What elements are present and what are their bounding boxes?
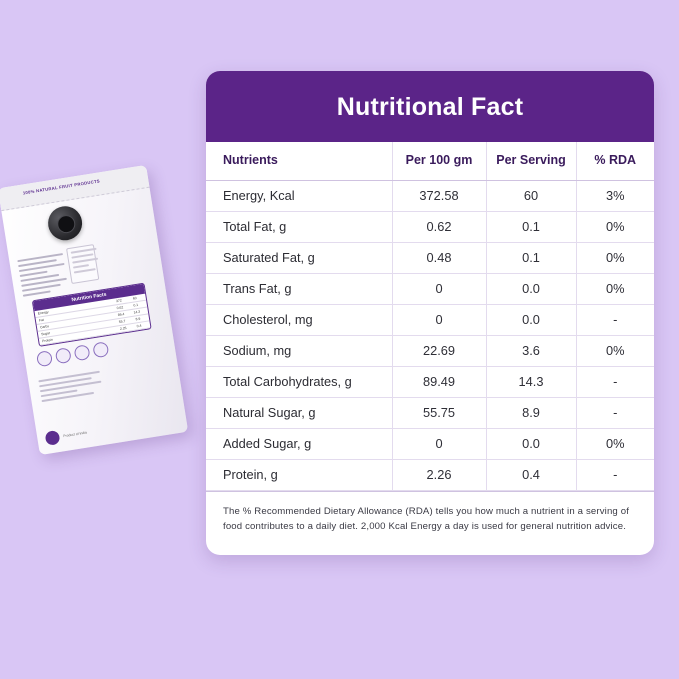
cell-serving: 0.0 bbox=[486, 428, 576, 459]
pouch-nutrition-label: Sugar bbox=[40, 331, 51, 337]
cell-nutrient: Natural Sugar, g bbox=[206, 397, 392, 428]
cell-rda: 0% bbox=[576, 273, 654, 304]
pouch-nutrition-v1: 55.7 bbox=[118, 319, 126, 325]
pouch-nutrition-label: Fat bbox=[38, 317, 45, 323]
cell-rda: - bbox=[576, 366, 654, 397]
cell-nutrient: Sodium, mg bbox=[206, 335, 392, 366]
cell-per100: 22.69 bbox=[392, 335, 486, 366]
table-row bbox=[206, 366, 654, 397]
cell-serving: 8.9 bbox=[486, 397, 576, 428]
table-row bbox=[206, 397, 654, 428]
pouch-nutrition-v1: 89.4 bbox=[117, 312, 125, 318]
pouch-top-seal bbox=[0, 165, 150, 211]
pouch-nutrition-label: Carbs bbox=[39, 324, 50, 330]
pouch-ingredient-lines bbox=[38, 371, 103, 405]
pouch-body bbox=[0, 165, 188, 455]
card-header bbox=[206, 71, 654, 142]
cell-per100: 0 bbox=[392, 304, 486, 335]
certification-icon bbox=[92, 341, 109, 358]
cell-rda: - bbox=[576, 397, 654, 428]
cell-per100: 2.26 bbox=[392, 459, 486, 490]
cell-serving: 0.0 bbox=[486, 273, 576, 304]
cell-per100: 55.75 bbox=[392, 397, 486, 428]
page-title: Nutritional Fact bbox=[336, 93, 524, 121]
pouch-badge-text: 100% NATURAL FRUIT PRODUCTS bbox=[22, 178, 101, 196]
cell-serving: 0.0 bbox=[486, 304, 576, 335]
pouch-nutrition-label: Protein bbox=[41, 337, 54, 344]
certification-icon bbox=[55, 347, 72, 364]
table-row bbox=[206, 459, 654, 490]
cell-rda: 0% bbox=[576, 428, 654, 459]
table-row bbox=[206, 335, 654, 366]
table-row bbox=[206, 428, 654, 459]
cell-rda: 3% bbox=[576, 180, 654, 211]
column-header-rda: % RDA bbox=[576, 142, 654, 180]
cell-per100: 0 bbox=[392, 273, 486, 304]
pouch-nutrition-v2: 8.9 bbox=[135, 316, 141, 322]
cell-serving: 60 bbox=[486, 180, 576, 211]
pouch-nutrition-label: Energy bbox=[37, 310, 49, 316]
cell-nutrient: Energy, Kcal bbox=[206, 180, 392, 211]
product-pouch-image bbox=[18, 175, 188, 465]
cell-rda: - bbox=[576, 304, 654, 335]
pouch-nutrition-v1: 0.62 bbox=[116, 305, 124, 311]
brand-seal-icon bbox=[45, 430, 61, 446]
pouch-nutrition-v1: 2.26 bbox=[119, 326, 127, 331]
nutrition-table bbox=[206, 142, 654, 491]
cell-nutrient: Protein, g bbox=[206, 459, 392, 490]
pouch-description-lines bbox=[17, 253, 69, 300]
table-row bbox=[206, 180, 654, 211]
table-header-row bbox=[206, 142, 654, 180]
cell-nutrient: Cholesterol, mg bbox=[206, 304, 392, 335]
column-header-per-100gm: Per 100 gm bbox=[392, 142, 486, 180]
cell-nutrient: Total Fat, g bbox=[206, 211, 392, 242]
column-header-per-serving: Per Serving bbox=[486, 142, 576, 180]
column-header-nutrients: Nutrients bbox=[206, 142, 392, 180]
cell-per100: 0.48 bbox=[392, 242, 486, 273]
pouch-nutrition-v2: 0.4 bbox=[136, 323, 142, 329]
cell-nutrient: Saturated Fat, g bbox=[206, 242, 392, 273]
certification-icon bbox=[36, 350, 53, 367]
pouch-footer-note: Product of India bbox=[63, 430, 88, 439]
pouch-nutrition-v2: 0.1 bbox=[133, 302, 139, 308]
cell-serving: 3.6 bbox=[486, 335, 576, 366]
cell-rda: 0% bbox=[576, 242, 654, 273]
cell-per100: 0 bbox=[392, 428, 486, 459]
cell-serving: 14.3 bbox=[486, 366, 576, 397]
pouch-nutrition-v2: 60 bbox=[132, 296, 137, 301]
table-row bbox=[206, 304, 654, 335]
cell-serving: 0.4 bbox=[486, 459, 576, 490]
cell-per100: 0.62 bbox=[392, 211, 486, 242]
table-row bbox=[206, 211, 654, 242]
pouch-footer bbox=[45, 426, 88, 446]
cell-per100: 372.58 bbox=[392, 180, 486, 211]
cell-rda: 0% bbox=[576, 211, 654, 242]
cell-nutrient: Trans Fat, g bbox=[206, 273, 392, 304]
cell-per100: 89.49 bbox=[392, 366, 486, 397]
pouch-nutrition-v1: 372 bbox=[115, 298, 122, 304]
cell-serving: 0.1 bbox=[486, 242, 576, 273]
pouch-nutrition-v2: 14.3 bbox=[133, 309, 141, 315]
cell-rda: - bbox=[576, 459, 654, 490]
cell-rda: 0% bbox=[576, 335, 654, 366]
cell-nutrient: Added Sugar, g bbox=[206, 428, 392, 459]
pouch-nutrition-title: Nutrition Facts bbox=[33, 284, 145, 311]
pouch-side-panel bbox=[66, 244, 99, 284]
cell-serving: 0.1 bbox=[486, 211, 576, 242]
cell-nutrient: Total Carbohydrates, g bbox=[206, 366, 392, 397]
nutritional-fact-card bbox=[206, 71, 654, 555]
table-row bbox=[206, 242, 654, 273]
rda-footnote: The % Recommended Dietary Allowance (RDA) tells you how much a nutrient in a serving of food contributes to a daily diet. 2,000 Kcal Energy a day is used for general nutrition advice. bbox=[223, 505, 630, 533]
certification-icon bbox=[73, 344, 90, 361]
table-row bbox=[206, 273, 654, 304]
pouch-spout-cap-icon bbox=[46, 204, 85, 243]
